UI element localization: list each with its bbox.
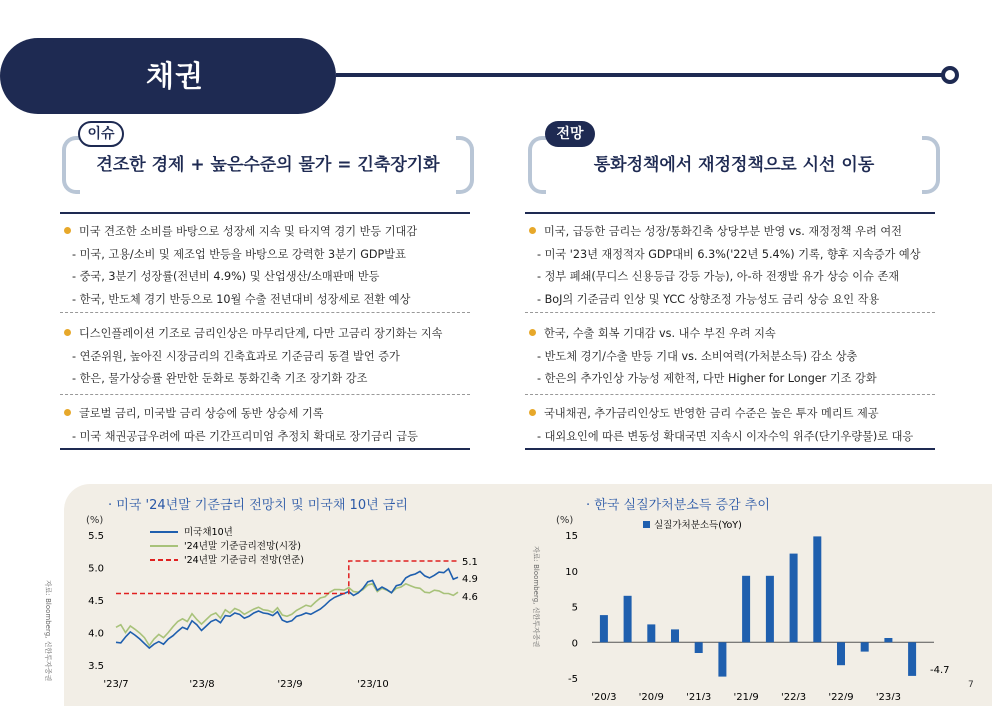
x-tick-label: '21/3 — [686, 692, 712, 700]
issue-block-3 — [60, 395, 470, 450]
view-panel — [525, 212, 935, 450]
view-block-1-sub: - 미국 '23년 재정적자 GDP대비 6.3%('22년 5.4%) 기록, 향후 지속증가 예상 — [537, 248, 921, 261]
legend-label-market: '24년말 기준금리전망(시장) — [184, 541, 301, 552]
bar — [600, 615, 608, 642]
issue-bracket-right — [456, 136, 474, 194]
bullet-icon — [529, 329, 536, 336]
bar — [908, 642, 916, 676]
bar — [861, 642, 869, 651]
end-label-fed: 5.1 — [462, 557, 478, 568]
view-block-2-main: 한국, 수출 회복 기대감 vs. 내수 부진 우려 지속 — [529, 325, 776, 341]
bar — [790, 554, 798, 643]
right-chart-source: 자료: Bloomberg, 신한투자증권 — [532, 546, 540, 648]
bullet-icon — [64, 409, 71, 416]
bullet-icon — [64, 227, 71, 234]
x-tick-label: '22/9 — [828, 692, 854, 700]
legend-label-income: 실질가처분소득(YoY) — [654, 520, 742, 531]
right-chart-title: · 한국 실질가처분소득 증감 추이 — [586, 498, 770, 513]
view-block-1-sub: - 정부 폐쇄(무디스 신용등급 강등 가능), 아-하 전쟁발 유가 상승 이슈 존재 — [537, 270, 900, 283]
issue-block-2-main: 디스인플레이션 기조로 금리인상은 마무리단계, 다만 고금리 장기화는 지속 — [64, 325, 442, 341]
y-unit-label: (%) — [86, 515, 104, 526]
view-block-2-sub: - 반도체 경기/수출 반등 기대 vs. 소비여력(가처분소득) 감소 상충 — [537, 350, 858, 363]
x-tick-label: '21/9 — [733, 692, 759, 700]
bar — [884, 638, 892, 642]
left-chart-title: · 미국 '24년말 기준금리 전망치 및 미국채 10년 금리 — [108, 498, 408, 513]
series-line-ust10y — [116, 569, 458, 648]
issue-block-2-sub: - 한은, 물가상승률 완만한 둔화로 통화긴축 기조 장기화 강조 — [72, 372, 368, 385]
view-block-3 — [525, 395, 935, 450]
view-headline: 통화정책에서 재정정책으로 시선 이동 — [593, 155, 875, 175]
bar — [837, 642, 845, 665]
last-value-label: -4.7 — [930, 665, 950, 676]
issue-headline: 견조한 경제 + 높은수준의 물가 = 긴축장기화 — [96, 155, 440, 175]
y-tick-label: 0 — [571, 638, 578, 650]
bar — [671, 629, 679, 642]
x-tick-label: '23/9 — [277, 679, 303, 690]
bullet-icon — [529, 409, 536, 416]
page-number: 7 — [968, 680, 974, 690]
legend-label-fed: '24년말 기준금리 전망(연준) — [184, 555, 304, 566]
issue-block-3-main: 글로벌 금리, 미국발 금리 상승에 동반 상승세 기록 — [64, 405, 324, 421]
y-tick-label: -5 — [568, 674, 578, 685]
rate-line-chart — [64, 510, 504, 700]
issue-block-2 — [60, 313, 470, 395]
x-tick-label: '23/8 — [189, 679, 215, 690]
end-label-market: 4.6 — [462, 592, 478, 603]
legend-label-ust10y: 미국채10년 — [184, 527, 233, 538]
header-rule-dot — [941, 66, 959, 84]
view-block-2-sub: - 한은의 추가인상 가능성 제한적, 다만 Higher for Longer 기조 강화 — [537, 372, 877, 385]
x-tick-label: '20/3 — [591, 692, 617, 700]
bar — [695, 642, 703, 653]
bar — [647, 624, 655, 642]
issue-block-1-sub: - 한국, 반도체 경기 반등으로 10월 수출 전년대비 성장세로 전환 예상 — [72, 293, 411, 306]
view-bracket-left — [528, 136, 546, 194]
bullet-icon — [64, 329, 71, 336]
y-tick-label: 5.0 — [88, 563, 104, 575]
issue-block-1-sub: - 중국, 3분기 성장률(전년비 4.9%) 및 산업생산/소매판매 반등 — [72, 270, 380, 283]
y-tick-label: 5.5 — [88, 531, 104, 542]
x-tick-label: '23/7 — [103, 679, 129, 690]
end-label-ust10y: 4.9 — [462, 574, 478, 585]
bar — [742, 576, 750, 643]
bar — [766, 576, 774, 643]
view-block-3-main: 국내채권, 추가금리인상도 반영한 금리 수준은 높은 투자 메리트 제공 — [529, 405, 879, 421]
issue-block-3-sub: - 미국 채권공급우려에 따른 기간프리미엄 추정치 확대로 장기금리 급등 — [72, 430, 418, 443]
x-tick-label: '20/9 — [638, 692, 664, 700]
y-tick-label: 10 — [565, 566, 578, 578]
view-block-2 — [525, 313, 935, 395]
x-tick-label: '23/10 — [357, 679, 389, 690]
view-bracket-right — [922, 136, 940, 194]
bar — [624, 596, 632, 643]
issue-tag: 이슈 — [78, 121, 124, 147]
income-bar-chart — [540, 510, 980, 700]
x-tick-label: '22/3 — [780, 692, 807, 700]
issue-block-1 — [60, 214, 470, 313]
bullet-icon — [529, 227, 536, 234]
page-title: 채권 — [146, 59, 205, 93]
view-block-1-sub: - BoJ의 기준금리 인상 및 YCC 상향조정 가능성도 금리 상승 요인 작용 — [537, 293, 880, 306]
y-tick-label: 5 — [571, 602, 578, 614]
bar — [813, 536, 821, 642]
y-tick-label: 15 — [565, 531, 578, 542]
legend — [150, 526, 304, 566]
issue-block-2-sub: - 연준위원, 높아진 시장금리의 긴축효과로 기준금리 동결 발언 증가 — [72, 350, 400, 363]
view-block-1-main: 미국, 급등한 금리는 성장/통화긴축 상당부분 반영 vs. 재정정책 우려 여전 — [529, 223, 902, 239]
left-chart-source: 자료: Bloomberg, 신한투자증권 — [44, 580, 52, 682]
header-rule — [336, 73, 944, 77]
x-tick-label: '23/3 — [875, 692, 902, 700]
y-unit-label: (%) — [556, 515, 574, 526]
legend-swatch-income — [643, 521, 650, 528]
y-tick-label: 4.5 — [88, 596, 104, 607]
bar — [718, 642, 726, 676]
y-tick-label: 3.5 — [88, 661, 104, 672]
view-tag: 전망 — [545, 121, 595, 147]
view-block-3-sub: - 대외요인에 따른 변동성 확대국면 지속시 이자수익 위주(단기우량물)로 대응 — [537, 430, 914, 443]
issue-bracket-left — [62, 136, 80, 194]
issue-block-1-sub: - 미국, 고용/소비 및 제조업 반등을 바탕으로 강력한 3분기 GDP발표 — [72, 248, 406, 261]
issue-block-1-main: 미국 견조한 소비를 바탕으로 성장세 지속 및 타지역 경기 반등 기대감 — [64, 223, 417, 239]
y-tick-label: 4.0 — [88, 628, 104, 640]
issue-panel — [60, 212, 470, 450]
view-block-1 — [525, 214, 935, 313]
